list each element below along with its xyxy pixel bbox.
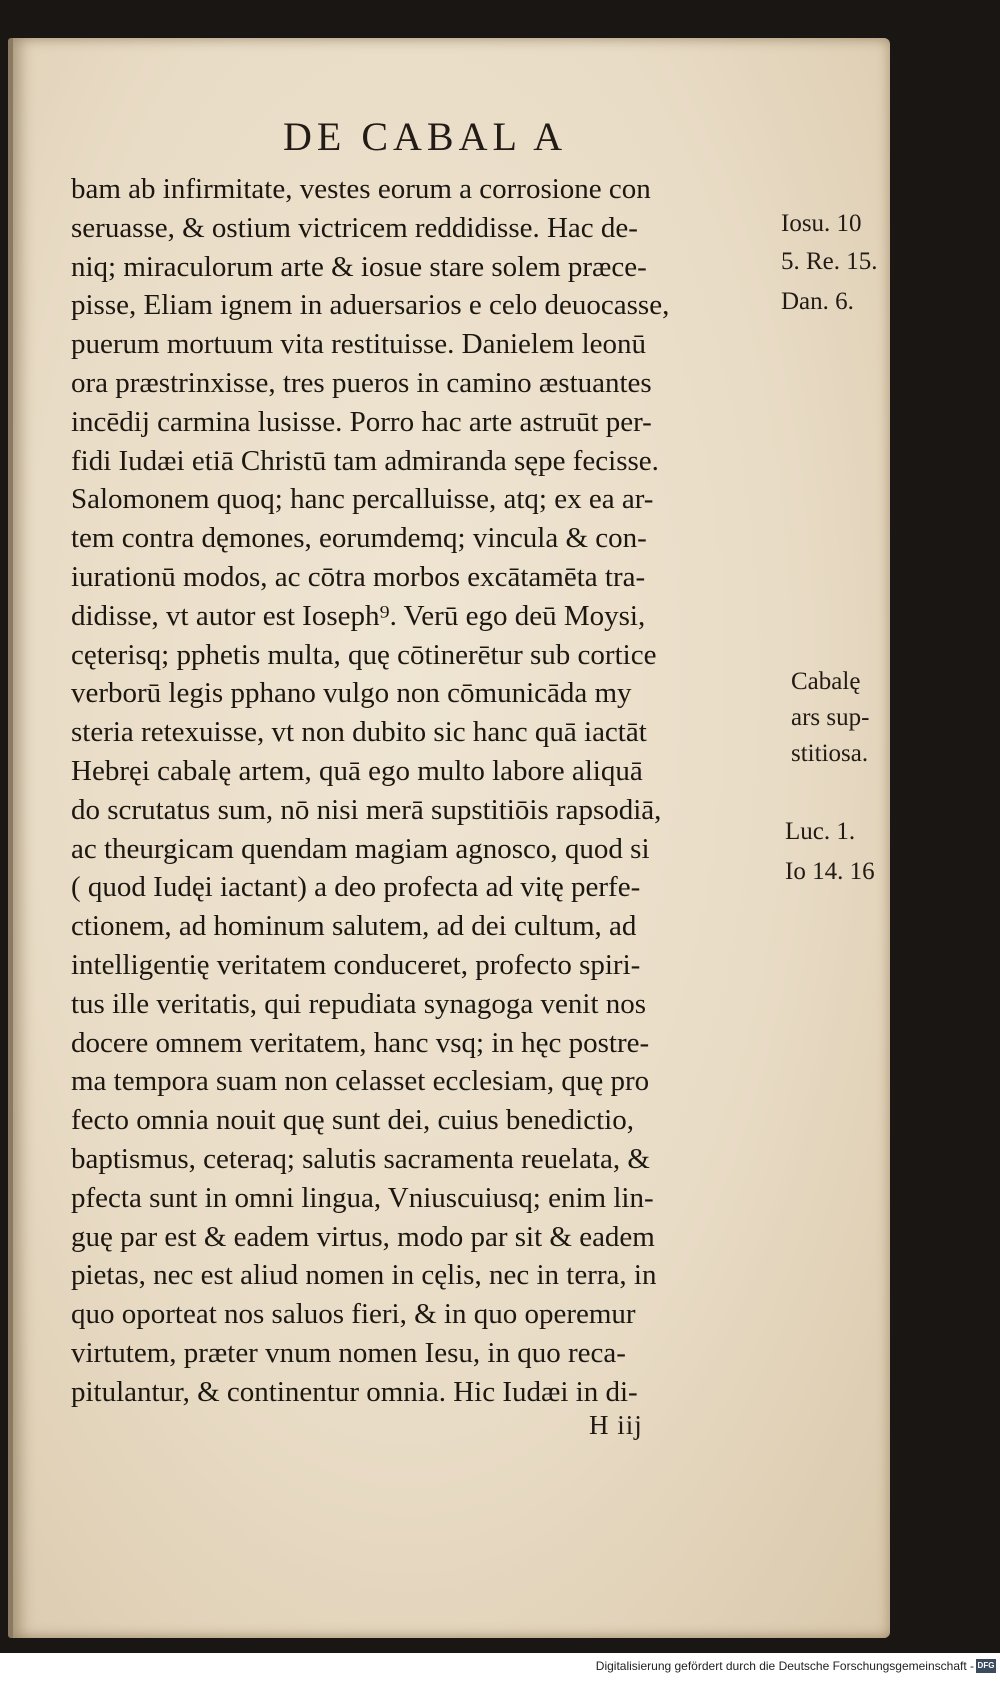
text-line: ac theurgicam quendam magiam agnosco, quod si xyxy=(71,832,650,865)
text-line: didisse, vt autor est Ioseph⁹. Verū ego deū Moysi, xyxy=(71,599,646,632)
text-line: verborū legis pphano vulgo non cōmunicāda my xyxy=(71,677,632,710)
text-line: intelligentię veritatem conduceret, profecto spiri- xyxy=(71,948,641,981)
text-line: ctionem, ad hominum salutem, ad dei cultum, ad xyxy=(71,910,637,943)
marginal-note: Dan. 6. xyxy=(781,288,854,315)
text-line: do scrutatus sum, nō nisi merā supstitiōis rapsodiā, xyxy=(71,793,662,826)
text-line: pietas, nec est aliud nomen in cęlis, nec in terra, in xyxy=(71,1259,657,1292)
text-line: baptismus, ceteraq; salutis sacramenta reuelata, & xyxy=(71,1142,650,1175)
text-line: iurationū modos, ac cōtra morbos excātamēta tra- xyxy=(71,560,646,593)
text-line: ora præstrinxisse, tres pueros in camino æstuantes xyxy=(71,366,652,399)
text-line: puerum mortuum vita restituisse. Danielem leonū xyxy=(71,328,647,361)
text-line: steria retexuisse, vt non dubito sic hanc quā iactāt xyxy=(71,716,647,749)
text-line: bam ab infirmitate, vestes eorum a corrosione con xyxy=(71,173,651,205)
text-line: tus ille veritatis, qui repudiata synagoga venit nos xyxy=(71,987,647,1020)
text-line: pfecta sunt in omni lingua, Vniuscuiusq; enim lin- xyxy=(71,1181,654,1214)
text-line: fecto omnia nouit quę sunt dei, cuius benedictio, xyxy=(71,1104,634,1137)
text-line: guę par est & eadem virtus, modo par sit & eadem xyxy=(71,1220,655,1253)
footer-bar xyxy=(0,1653,1000,1681)
text-line: Hebręi cabalę artem, quā ego multo labore aliquā xyxy=(71,754,643,787)
text-line: docere omnem veritatem, hanc vsq; in hęc postre- xyxy=(71,1026,650,1059)
marginal-note: ars sup- xyxy=(791,704,870,731)
footer-credit: Digitalisierung gefördert durch die Deutsche Forschungsgemeinschaft - xyxy=(595,1659,974,1673)
marginal-note: Io 14. 16 xyxy=(785,858,875,885)
marginal-note: stitiosa. xyxy=(791,740,869,767)
text-line: niq; miraculorum arte & iosue stare solem præce- xyxy=(71,250,647,283)
text-line: pisse, Eliam ignem in aduersarios e celo deuocasse, xyxy=(71,289,670,322)
text-line: ( quod Iudęi iactant) a deo profecta ad vitę perfe- xyxy=(71,871,641,904)
text-line: tem contra dęmones, eorumdemq; vincula & con- xyxy=(71,522,647,555)
text-line: quo oporteat nos saluos fieri, & in quo operemur xyxy=(71,1298,636,1331)
marginal-note: 5. Re. 15. xyxy=(781,248,878,275)
marginal-note: Cabalę xyxy=(791,668,861,695)
running-head: DE CABAL A xyxy=(283,114,568,159)
dfg-logo: DFG xyxy=(976,1659,996,1673)
body-text xyxy=(71,170,791,1412)
signature-mark: H iij xyxy=(589,1410,643,1440)
book-page xyxy=(8,38,890,1638)
marginal-note: Iosu. 10 xyxy=(781,210,862,237)
marginal-note: Luc. 1. xyxy=(785,818,856,845)
text-line: cęterisq; pphetis multa, quę cōtinerētur sub cortice xyxy=(71,638,657,671)
text-line: Salomonem quoq; hanc percalluisse, atq; ex ea ar- xyxy=(71,483,654,516)
text-line: incēdij carmina lusisse. Porro hac arte astruūt per- xyxy=(71,405,652,438)
text-line: pitulantur, & continentur omnia. Hic Iudæi in di- xyxy=(71,1375,638,1408)
text-line: virtutem, præter vnum nomen Iesu, in quo reca- xyxy=(71,1336,626,1369)
text-line: ma tempora suam non celasset ecclesiam, quę pro xyxy=(71,1065,650,1098)
text-line: seruasse, & ostium victricem reddidisse. Hac de- xyxy=(71,211,638,244)
text-line: fidi Iudæi etiā Christū tam admiranda sępe fecisse. xyxy=(71,444,659,477)
